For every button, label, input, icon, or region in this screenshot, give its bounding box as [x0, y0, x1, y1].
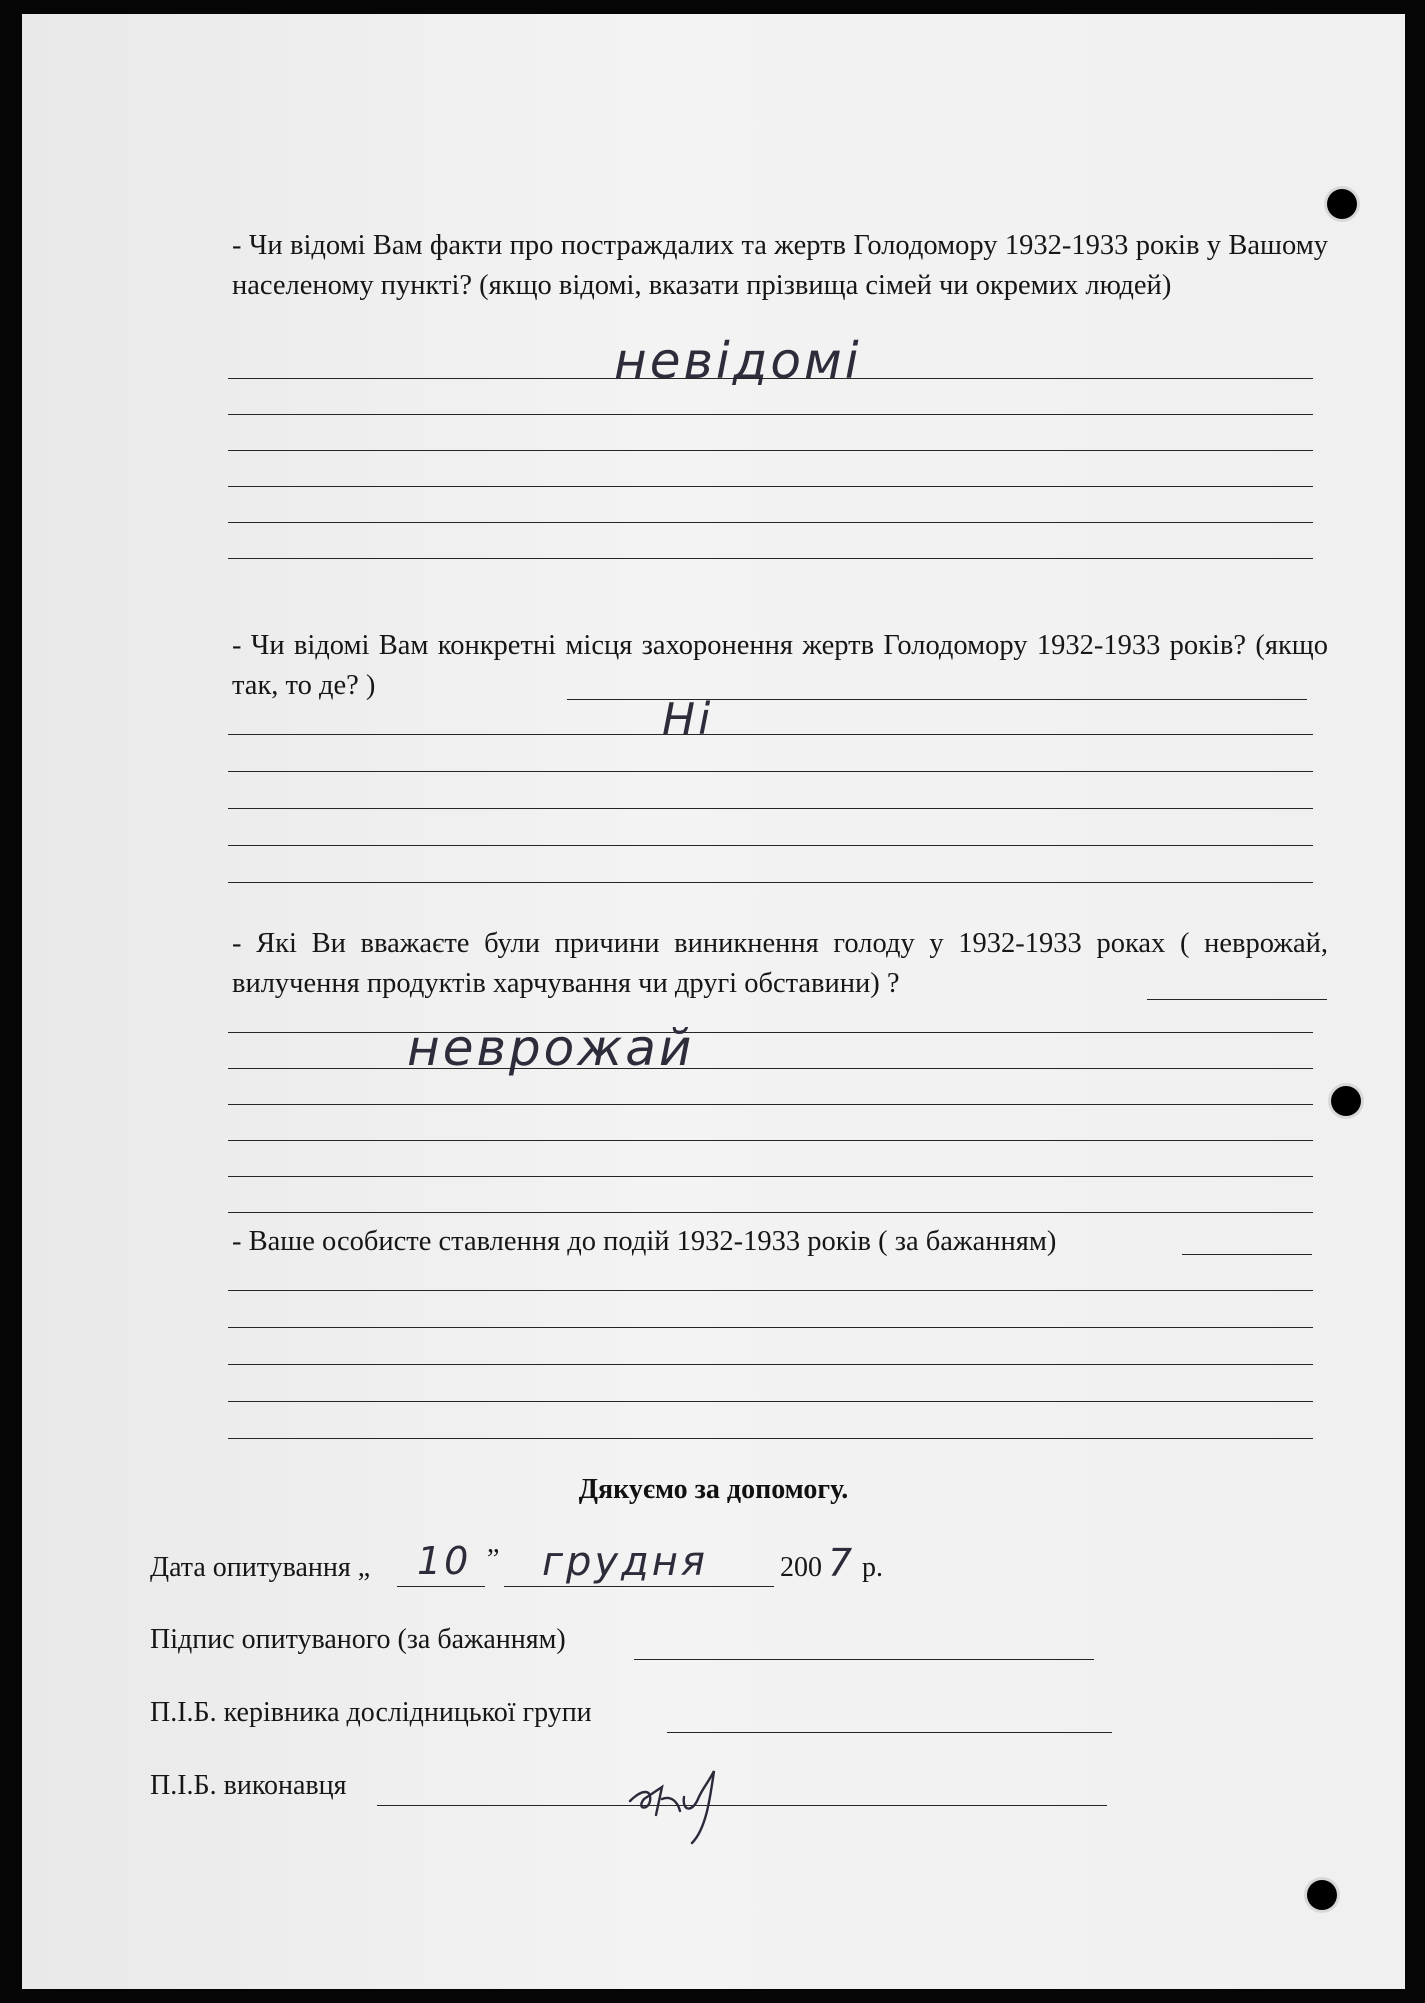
- answer-line: [228, 845, 1313, 846]
- group-leader-name-label: П.І.Б. керівника дослідницької групи: [150, 1697, 592, 1728]
- date-year-suffix: р.: [862, 1552, 883, 1583]
- binder-hole-top: [1327, 189, 1357, 219]
- date-day[interactable]: 10: [417, 1539, 472, 1583]
- respondent-signature-line[interactable]: [634, 1659, 1094, 1660]
- answer-line: [228, 771, 1313, 772]
- performer-signature: [622, 1759, 762, 1849]
- question-1-text: - Чи відомі Вам факти про постраждалих та жертв Голодомору 1932-1933 років у Вашому населеному пункті? (якщо відомі, вказати прізвища сімей чи окремих людей): [232, 230, 1328, 301]
- answer-line: [228, 1032, 1313, 1033]
- answer-line: [1147, 999, 1327, 1000]
- question-3-text: - Які Ви вважаєте були причини виникнення голоду у 1932-1933 роках ( неврожай, вилучення продуктів харчування чи другі обставини) ?: [232, 928, 1328, 999]
- date-month[interactable]: грудня: [542, 1539, 708, 1585]
- question-2-answer[interactable]: Ні: [662, 694, 714, 745]
- date-label: Дата опитування „: [150, 1552, 371, 1583]
- answer-line: [228, 1176, 1313, 1177]
- respondent-signature-label: Підпис опитуваного (за бажанням): [150, 1624, 566, 1655]
- answer-line: [228, 1140, 1313, 1141]
- answer-line: [228, 1438, 1313, 1439]
- answer-line: [228, 1327, 1313, 1328]
- answer-line: [228, 1290, 1313, 1291]
- thanks-heading: Дякуємо за допомогу.: [578, 1474, 849, 1505]
- question-3-answer[interactable]: неврожай: [407, 1019, 695, 1077]
- question-1-answer[interactable]: невідомі: [614, 332, 862, 390]
- question-2-text: - Чи відомі Вам конкретні місця захоронення жертв Голодомору 1932-1933 років? (якщо так, то де? ): [232, 630, 1328, 701]
- answer-line: [228, 808, 1313, 809]
- answer-line: [228, 486, 1313, 487]
- answer-line: [228, 450, 1313, 451]
- performer-name-label: П.І.Б. виконавця: [150, 1770, 347, 1801]
- answer-line: [228, 378, 1313, 379]
- answer-line: [228, 1401, 1313, 1402]
- answer-line: [228, 414, 1313, 415]
- answer-line: [228, 558, 1313, 559]
- answer-line: [228, 1068, 1313, 1069]
- answer-line: [228, 734, 1313, 735]
- answer-line: [228, 1212, 1313, 1213]
- binder-hole-middle: [1331, 1086, 1361, 1116]
- date-year-prefix: 200: [780, 1552, 822, 1583]
- date-quote-close: ”: [487, 1544, 500, 1575]
- answer-line: [228, 1364, 1313, 1365]
- question-4-text: - Ваше особисте ставлення до подій 1932-1933 років ( за бажанням): [232, 1226, 1057, 1257]
- date-day-line: [397, 1586, 485, 1587]
- date-year-digit[interactable]: 7: [828, 1541, 856, 1585]
- answer-line: [228, 882, 1313, 883]
- answer-line: [228, 522, 1313, 523]
- date-month-line: [504, 1586, 774, 1587]
- answer-line: [228, 1104, 1313, 1105]
- questionnaire-page: [22, 14, 1405, 1989]
- group-leader-name-line[interactable]: [667, 1732, 1112, 1733]
- binder-hole-bottom: [1307, 1880, 1337, 1910]
- answer-line: [1182, 1254, 1312, 1255]
